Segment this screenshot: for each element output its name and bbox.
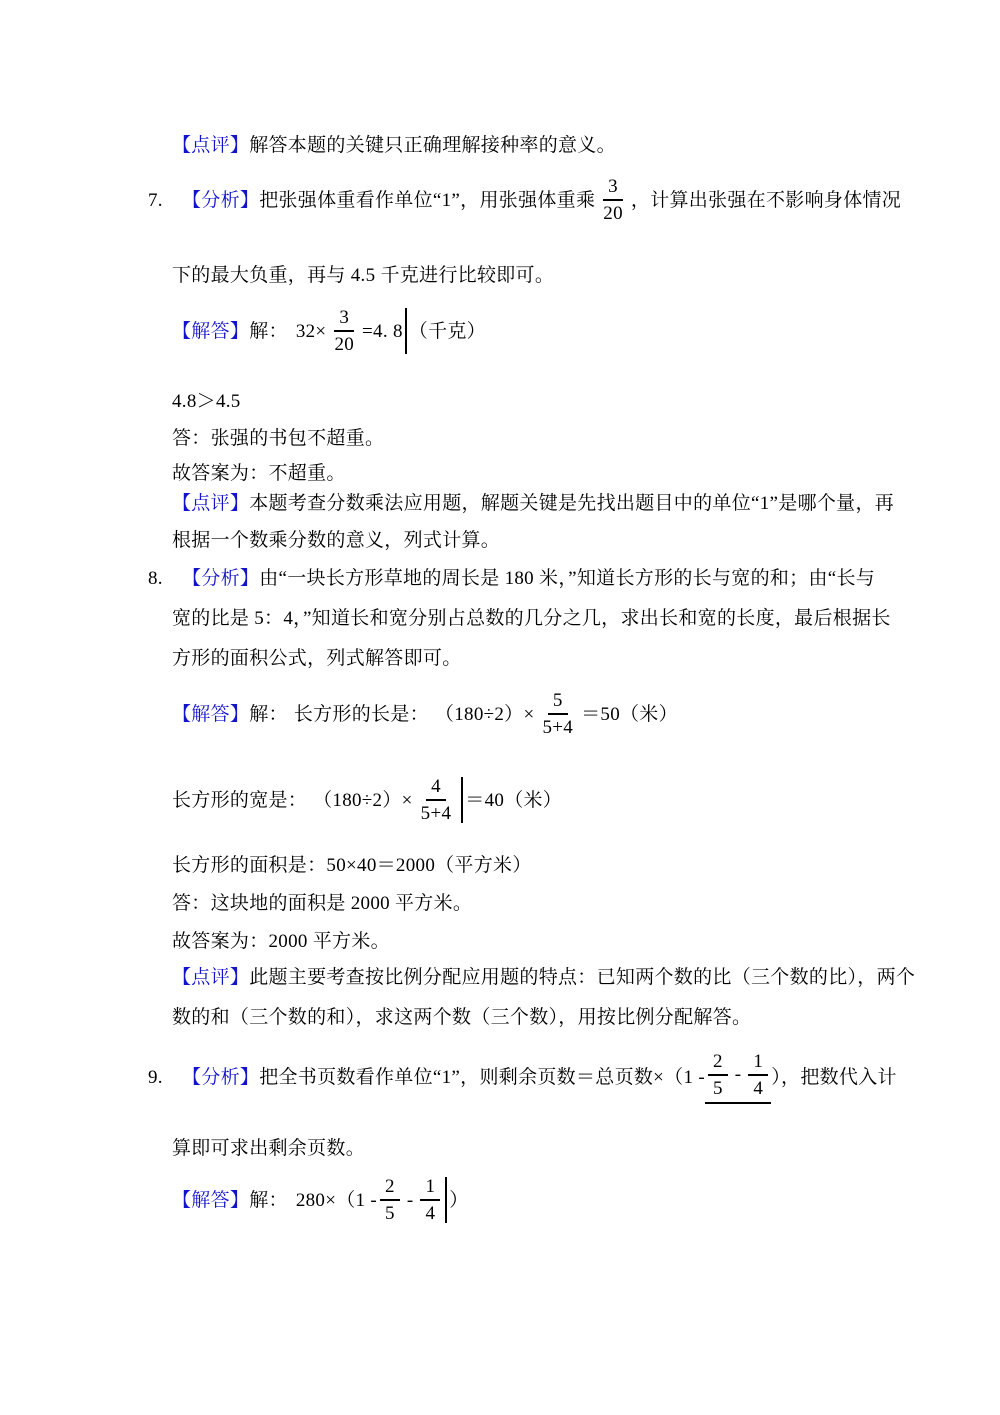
expression-before: 280×（1 - — [295, 1189, 378, 1211]
length-label: 长方形的长是： — [293, 703, 429, 725]
fraction-denominator: 20 — [603, 203, 623, 224]
remark-label: 【点评】 — [172, 135, 250, 156]
unit-text: （米） — [504, 789, 563, 811]
analysis-text: 方形的面积公式，列式解答即可。 — [172, 648, 462, 669]
item9-solution-line — [172, 1174, 469, 1226]
item7-remark-line-1 — [172, 491, 894, 516]
fraction-denominator: 20 — [334, 334, 355, 355]
fraction — [329, 307, 359, 355]
item8-solution-width-line — [172, 774, 562, 826]
solve-prefix: 解： — [249, 1189, 288, 1211]
item8-remark-line-1 — [172, 965, 915, 990]
fraction — [537, 690, 578, 738]
item7-solution-line — [172, 305, 486, 357]
item7-comparison-line — [172, 389, 241, 414]
fraction-numerator: 3 — [334, 307, 354, 332]
remark-text: 数的和（三个数的和），求这两个数（三个数），用按比例分配解答。 — [172, 1007, 752, 1028]
fraction — [380, 1176, 400, 1224]
analysis-label: 【分析】 — [182, 568, 260, 589]
item-number: 9. — [148, 1066, 163, 1088]
item7-analysis-line-2 — [172, 263, 554, 288]
expression-after: ＝50 — [581, 703, 620, 725]
remark-text: 本题考查分数乘法应用题，解题关键是先找出题目中的单位“1”是哪个量，再 — [249, 493, 895, 514]
unit-text: （米） — [620, 703, 678, 725]
item8-remark-line-2 — [172, 1005, 751, 1030]
solve-prefix: 解： — [249, 320, 288, 342]
expression-before: （180÷2）× — [434, 703, 535, 725]
expression-before: （180÷2）× — [313, 789, 413, 811]
fraction-denominator: 4 — [753, 1077, 764, 1099]
analysis-text: 算即可求出剩余页数。 — [172, 1138, 366, 1159]
item8-solution-length-line — [172, 688, 678, 740]
item7-remark-line-2 — [172, 528, 500, 553]
fraction-numerator: 2 — [380, 1176, 400, 1201]
item8-area-line — [172, 853, 532, 878]
fraction — [748, 1051, 768, 1099]
item9-analysis-line-2 — [172, 1136, 365, 1161]
minus-sign: - — [734, 1064, 742, 1085]
fraction-denominator: 5+4 — [542, 717, 574, 738]
expression-before: 32× — [295, 320, 327, 342]
area-expression: 50×40＝2000 — [326, 855, 436, 876]
item8-answer-line — [172, 891, 472, 916]
analysis-text-before: 把全书页数看作单位“1”，则剩余页数＝总页数×（1 - — [259, 1066, 705, 1088]
analysis-text-after: ），把数代入计 — [771, 1066, 897, 1088]
answer-label: 【解答】 — [172, 1189, 250, 1211]
fraction-numerator: 4 — [426, 776, 446, 801]
fraction-numerator: 3 — [603, 176, 623, 201]
analysis-text: 下的最大负重，再与 4.5 千克进行比较即可。 — [172, 265, 555, 286]
remark-text: 此题主要考查按比例分配应用题的特点：已知两个数的比（三个数的比），两个 — [249, 967, 916, 988]
expression-after: ＝40 — [465, 789, 505, 811]
item7-answer-line — [172, 426, 384, 451]
fraction-denominator: 4 — [425, 1203, 436, 1224]
item-number: 7. — [148, 189, 163, 211]
fraction — [708, 1051, 728, 1099]
item8-analysis-line-3 — [172, 646, 462, 671]
remark-label: 【点评】 — [172, 493, 250, 514]
width-label: 长方形的宽是： — [172, 789, 308, 811]
item6-remark-line — [172, 133, 616, 158]
fraction-numerator: 1 — [748, 1051, 768, 1076]
analysis-label: 【分析】 — [182, 1066, 260, 1088]
equation-cursor-bar — [405, 308, 407, 354]
minus-sign: - — [406, 1189, 414, 1211]
item7-analysis-line-1 — [148, 174, 901, 226]
analysis-text-before: 把张强体重看作单位“1”，用张强体重乘 — [259, 189, 596, 211]
fraction-numerator: 1 — [420, 1176, 440, 1201]
fraction-denominator: 5 — [712, 1077, 723, 1099]
fraction-denominator: 5 — [385, 1203, 395, 1224]
equation-cursor-bar — [461, 777, 463, 823]
remark-text: 解答本题的关键只正确理解接种率的意义。 — [249, 135, 616, 156]
fraction — [420, 1176, 440, 1224]
analysis-label: 【分析】 — [182, 189, 260, 211]
item7-conclusion-line — [172, 461, 346, 486]
item8-analysis-line-2 — [172, 606, 891, 631]
answer-text: 答：这块地的面积是 2000 平方米。 — [172, 893, 473, 914]
remark-label: 【点评】 — [172, 967, 250, 988]
fraction — [416, 776, 457, 824]
area-label: 长方形的面积是： — [172, 855, 327, 876]
answer-label: 【解答】 — [172, 703, 250, 725]
item-number: 8. — [148, 568, 163, 589]
remark-text: 根据一个数乘分数的意义，列式计算。 — [172, 530, 501, 551]
item8-analysis-line-1 — [148, 566, 875, 591]
analysis-text: 宽的比是 5：4，”知道长和宽分别占总数的几分之几，求出长和宽的长度，最后根据长 — [172, 608, 891, 629]
expression-after: =4. 8 — [362, 320, 403, 342]
underlined-fraction-group — [705, 1051, 771, 1104]
comparison-text: 4.8＞4.5 — [172, 391, 241, 412]
analysis-text: 由“一块长方形草地的周长是 180 米，”知道长方形的长与宽的和；由“长与 — [259, 568, 876, 589]
conclusion-text: 故答案为：2000 平方米。 — [172, 931, 390, 952]
solve-prefix: 解： — [249, 703, 288, 725]
analysis-text-after: ，计算出张强在不影响身体情况 — [630, 189, 902, 211]
expression-after: ） — [449, 1189, 469, 1211]
unit-text: （平方米） — [435, 855, 532, 876]
conclusion-text: 故答案为：不超重。 — [172, 463, 346, 484]
answer-text: 答：张强的书包不超重。 — [172, 428, 385, 449]
fraction-numerator: 5 — [548, 690, 568, 715]
fraction-denominator: 5+4 — [420, 803, 452, 824]
item9-analysis-line-1 — [148, 1051, 897, 1103]
item8-conclusion-line — [172, 929, 390, 954]
fraction-numerator: 2 — [708, 1051, 728, 1076]
fraction — [598, 176, 628, 224]
answer-label: 【解答】 — [172, 320, 250, 342]
equation-cursor-bar — [445, 1177, 447, 1223]
unit-text: （千克） — [408, 320, 486, 342]
